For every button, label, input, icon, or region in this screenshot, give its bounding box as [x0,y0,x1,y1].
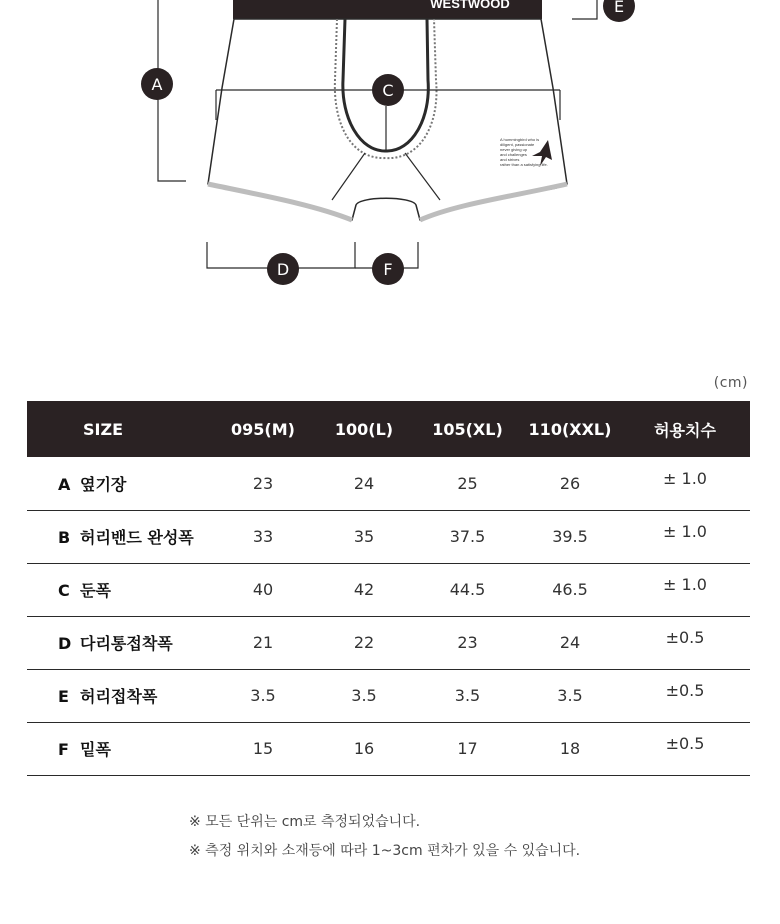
note-deviation: ※ 측정 위치와 소재등에 따라 1~3cm 편차가 있을 수 있습니다. [189,843,581,859]
row-name: 허리밴드 완성폭 [80,528,194,547]
table-row [27,510,750,563]
table-row [27,616,750,669]
cell-value: 35 [353,527,375,546]
table-row [27,457,750,510]
svg-text:F: F [383,260,393,279]
cell-value: 24 [353,473,375,493]
cell-value: 37.5 [449,527,486,546]
row-name: 허리접착폭 [80,687,158,706]
table-row [27,722,750,775]
cell-value: 26 [559,473,581,493]
cell-tolerance: ± 1.0 [663,468,707,488]
note-unit: ※ 모든 단위는 cm로 측정되었습니다. [189,814,421,830]
table-row [27,563,750,616]
svg-text:C: C [382,81,394,100]
cell-value: 25 [457,473,478,493]
header-size-xxl: 110(XXL) [528,419,612,439]
boxer-body-outline [208,19,567,220]
cell-value: 3.5 [454,686,481,705]
table-header-row [27,401,750,457]
waistband-measure-line [572,0,597,19]
cell-tolerance: ±0.5 [665,628,705,647]
row-code: B [58,528,71,547]
cell-value: 17 [457,739,478,758]
marker-e [603,0,635,22]
cell-value: 16 [353,739,375,758]
cell-value: 44.5 [449,580,486,599]
svg-text:and strives: and strives [500,157,520,162]
unit-label: (cm) [713,375,748,391]
cell-value: 23 [252,473,274,493]
cell-value: 24 [559,633,581,652]
cell-value: 18 [559,739,581,758]
cell-value: 40 [252,580,274,599]
size-table [27,401,750,776]
svg-text:diligent, passionate: diligent, passionate [500,142,535,147]
cell-value: 39.5 [552,527,588,546]
header-size-l: 100(L) [334,419,394,439]
svg-text:never giving up: never giving up [500,147,528,152]
svg-text:and challenges: and challenges [500,152,527,157]
marker-f [372,253,404,285]
cell-value: 3.5 [250,686,276,705]
svg-text:D: D [276,260,290,279]
cell-tolerance: ± 1.0 [663,522,707,541]
header-size: SIZE [83,419,124,439]
cell-value: 3.5 [557,686,583,705]
cell-tolerance: ±0.5 [665,734,705,753]
row-code: D [58,634,72,653]
cell-value: 33 [252,527,274,546]
row-name: 둔폭 [80,581,111,600]
svg-text:A: A [151,75,163,94]
row-code: F [58,740,69,759]
cell-value: 3.5 [351,686,377,705]
measurement-notes [189,808,580,866]
header-size-m: 095(M) [231,419,295,439]
cell-value: 46.5 [552,580,588,599]
row-code: C [58,581,70,600]
svg-text:rather than a satisfying life.: rather than a satisfying life. [500,162,548,167]
marker-d [267,253,299,285]
cell-tolerance: ±0.5 [665,681,705,700]
row-name: 다리통접착폭 [80,634,173,653]
header-size-xl: 105(XL) [432,419,503,439]
row-name: 옆기장 [80,474,127,494]
cell-tolerance: ± 1.0 [663,575,707,594]
cell-value: 15 [252,739,274,758]
table-row [27,669,750,722]
row-code: E [58,687,69,706]
row-name: 밑폭 [80,740,111,759]
boxer-size-diagram [0,0,780,300]
svg-text:A hummingbird who is: A hummingbird who is [500,137,540,142]
marker-c [372,74,404,106]
marker-a [141,68,173,100]
header-tolerance: 허용치수 [654,420,716,440]
svg-text:E: E [613,0,625,16]
cell-value: 21 [252,633,274,652]
cell-value: 22 [353,633,375,652]
waistband-brand-text: WESTWOOD [430,0,510,11]
cell-value: 23 [457,633,478,652]
cell-value: 42 [353,580,375,599]
row-code: A [58,474,71,494]
